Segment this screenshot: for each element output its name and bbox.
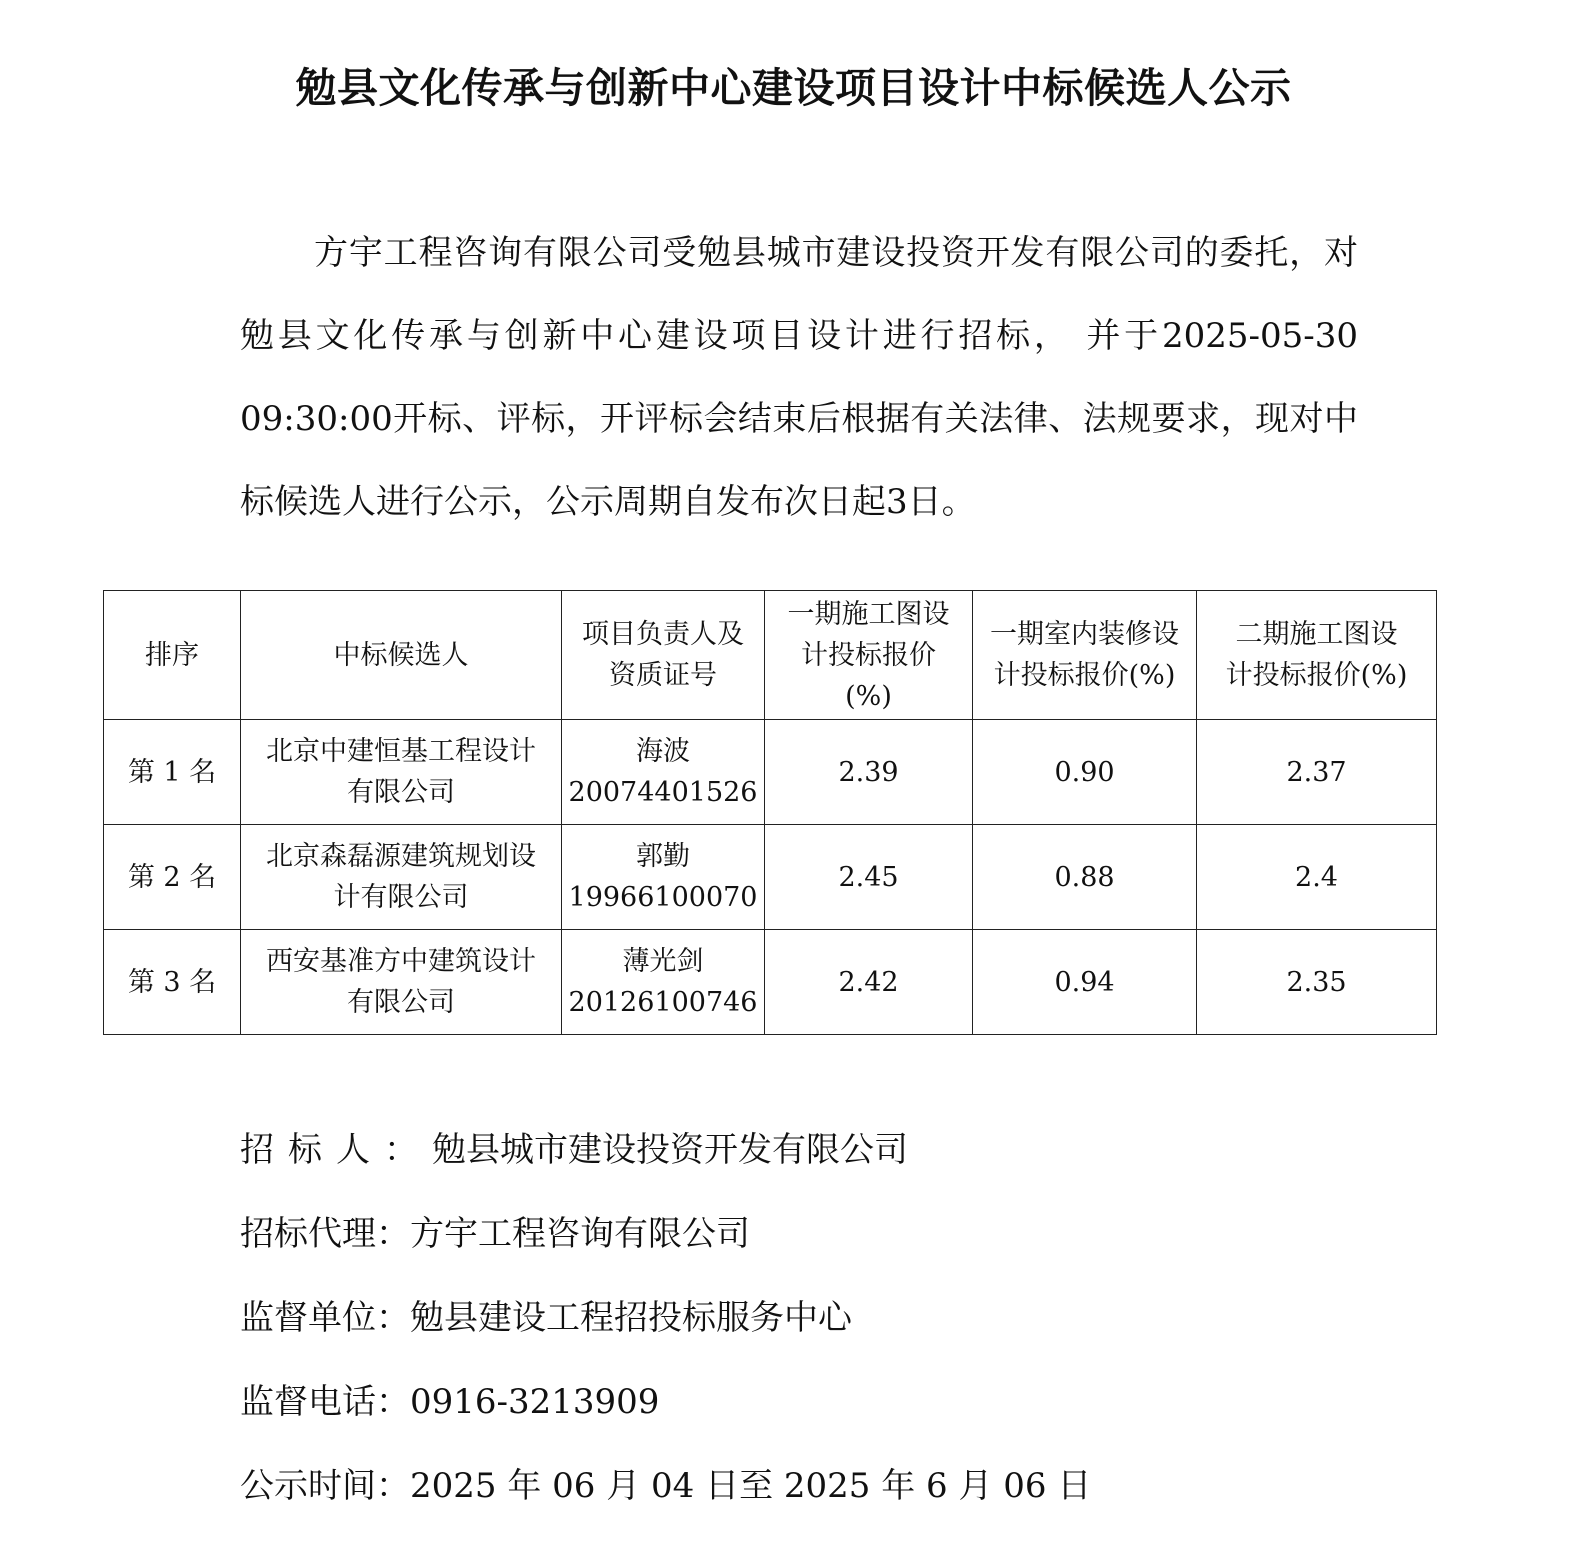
rank-cell: 第 3 名	[104, 930, 241, 1035]
tenderer-value: 勉县城市建设投资开发有限公司	[432, 1130, 908, 1170]
price-phase2-cell: 2.4	[1197, 825, 1437, 930]
supervisor-label: 监督单位：	[240, 1298, 410, 1338]
tenderer-label: 招标人：	[240, 1130, 432, 1170]
supervisor-line	[240, 1276, 1440, 1360]
agent-value: 方宇工程咨询有限公司	[410, 1214, 750, 1254]
price-interior-cell: 0.94	[973, 930, 1197, 1035]
leader-cell	[562, 930, 765, 1035]
price-phase2-cell: 2.37	[1197, 720, 1437, 825]
leader-name: 郭勤	[636, 841, 690, 872]
leader-cert: 19966100070	[568, 882, 758, 913]
phone-label: 监督电话：	[240, 1382, 410, 1422]
rank-cell: 第 2 名	[104, 825, 241, 930]
period-line	[240, 1444, 1440, 1528]
candidate-table	[103, 590, 1437, 1035]
company-cell: 北京中建恒基工程设计有限公司	[241, 720, 562, 825]
company-cell: 西安基准方中建筑设计有限公司	[241, 930, 562, 1035]
table-row	[104, 720, 1437, 825]
intro-paragraph: 方宇工程咨询有限公司受勉县城市建设投资开发有限公司的委托，对勉县文化传承与创新中心建设项目设计进行招标， 并于2025-05-30 09:30:00开标、评标，开评标会结束后根据有关法律、法规要求，现对中标候选人进行公示，公示周期自发布次日起3日。	[240, 233, 1358, 522]
leader-name: 薄光剑	[622, 946, 704, 977]
agent-line	[240, 1192, 1440, 1276]
price-phase1-cell: 2.42	[765, 930, 973, 1035]
price-phase1-cell: 2.45	[765, 825, 973, 930]
rank-cell: 第 1 名	[104, 720, 241, 825]
header-price-phase1: 一期施工图设计投标报价(%)	[765, 591, 973, 720]
price-interior-cell: 0.88	[973, 825, 1197, 930]
supervisor-value: 勉县建设工程招投标服务中心	[410, 1298, 852, 1338]
leader-cell	[562, 720, 765, 825]
phone-value: 0916-3213909	[410, 1382, 660, 1422]
phone-line	[240, 1360, 1440, 1444]
leader-cell	[562, 825, 765, 930]
table-header-row	[104, 591, 1437, 720]
tenderer-line	[240, 1108, 1440, 1192]
agent-label: 招标代理：	[240, 1214, 410, 1254]
leader-cert: 20074401526	[568, 777, 758, 808]
period-label: 公示时间：	[240, 1466, 410, 1506]
table-row	[104, 825, 1437, 930]
footer-info	[240, 1108, 1440, 1528]
header-price-phase2: 二期施工图设计投标报价(%)	[1197, 591, 1437, 720]
leader-cert: 20126100746	[568, 987, 758, 1018]
leader-name: 海波	[636, 736, 690, 767]
header-leader: 项目负责人及资质证号	[562, 591, 765, 720]
header-rank: 排序	[104, 591, 241, 720]
period-value: 2025 年 06 月 04 日至 2025 年 6 月 06 日	[410, 1466, 1092, 1506]
price-phase1-cell: 2.39	[765, 720, 973, 825]
header-price-interior: 一期室内装修设计投标报价(%)	[973, 591, 1197, 720]
price-phase2-cell: 2.35	[1197, 930, 1437, 1035]
page-title: 勉县文化传承与创新中心建设项目设计中标候选人公示	[295, 64, 1292, 112]
table-row	[104, 930, 1437, 1035]
header-candidate: 中标候选人	[241, 591, 562, 720]
company-cell: 北京森磊源建筑规划设计有限公司	[241, 825, 562, 930]
price-interior-cell: 0.90	[973, 720, 1197, 825]
